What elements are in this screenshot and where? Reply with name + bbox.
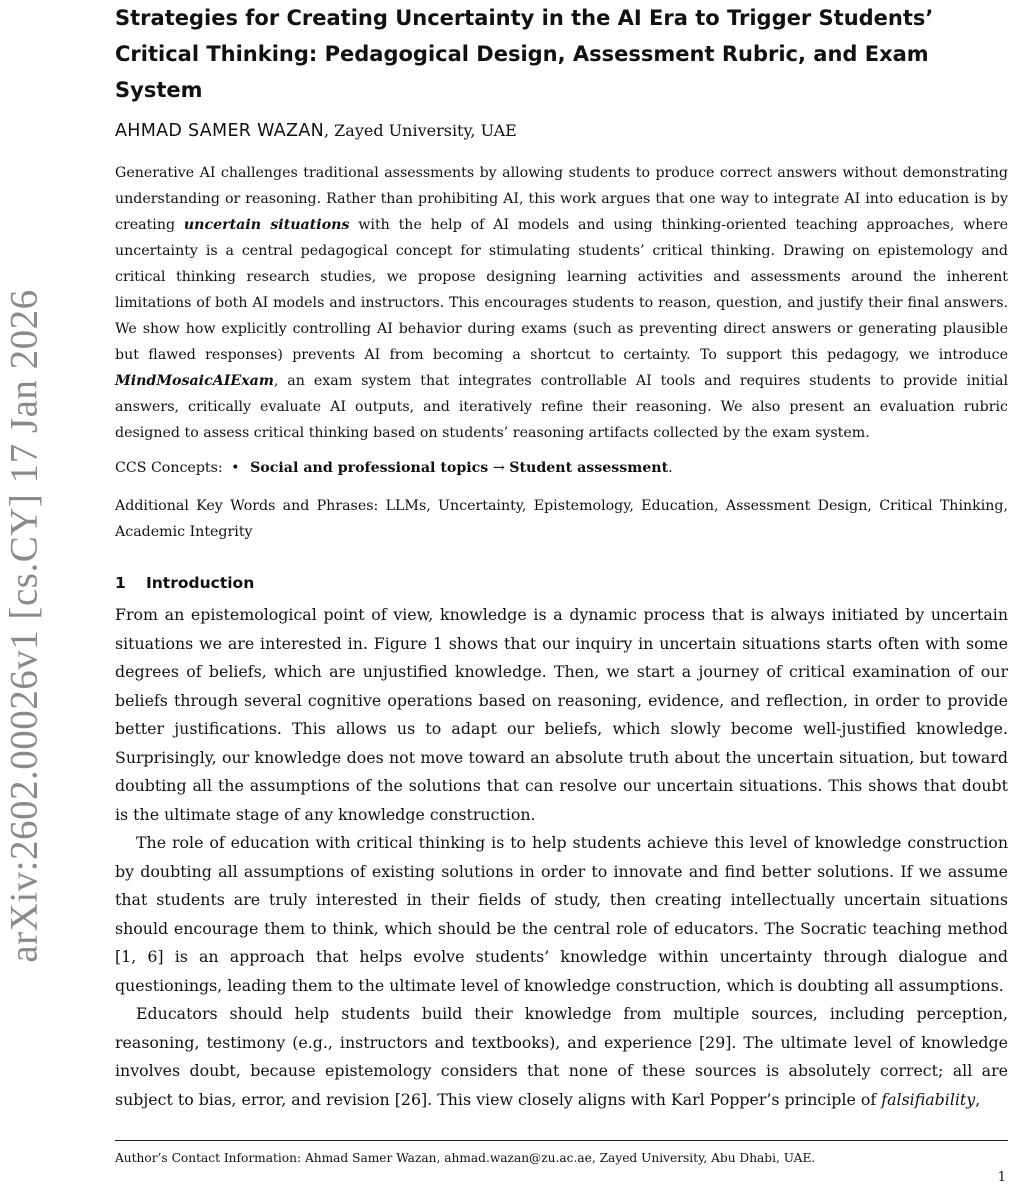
abstract-emphasis-uncertain-situations: uncertain situations (183, 217, 350, 233)
intro-paragraph-3 (115, 1000, 1008, 1114)
ccs-arrow: → (492, 460, 505, 476)
page-number: 1 (997, 1170, 1006, 1185)
author-contact-footnote: Author’s Contact Information: Ahmad Samer Wazan, ahmad.wazan@zu.ac.ae, Zayed University, Abu Dhabi, UAE. (115, 1151, 816, 1165)
arxiv-identifier-stamp (0, 0, 50, 1188)
abstract (115, 160, 1008, 446)
abstract-text-3: , an exam system that integrates controllable AI tools and requires students to provide initial answers, critically evaluate AI outputs, and iteratively refine their reasoning. We also present an evaluation rubric designed to assess critical thinking based on students’ reasoning artifacts collected by the exam system. (115, 373, 1008, 441)
intro-paragraph-1: From an epistemological point of view, knowledge is a dynamic process that is always initiated by uncertain situations we are interested in. Figure 1 shows that our inquiry in uncertain situations starts often with some degrees of beliefs, which are unjustified knowledge. Then, we start a journey of critical examination of our beliefs through several cognitive operations based on reasoning, evidence, and reflection, in order to provide better justifications. This allows us to adapt our beliefs, which slowly become well-justified knowledge. Surprisingly, our knowledge does not move toward an absolute truth about the uncertain situation, but toward doubting all the assumptions of the solutions that can resolve our uncertain situations. This shows that doubt is the ultimate stage of any knowledge construction. (115, 605, 1008, 824)
footnote-divider (115, 1140, 1008, 1141)
intro-paragraph-3-text: Educators should help students build their knowledge from multiple sources, including perception, reasoning, testimony (e.g., instructors and textbooks), and experience [29]. The ultimate level of knowledge involves doubt, because epistemology considers that none of these sources is absolutely correct; all are subject to bias, error, and revision [26]. This view closely aligns with Karl Popper’s principle of (115, 1004, 1008, 1109)
paper-title: Strategies for Creating Uncertainty in the AI Era to Trigger Students’ Critical Thinking: Pedagogical Design, Assessment Rubric, and Exam System (115, 6, 934, 102)
keywords: Additional Key Words and Phrases: LLMs, Uncertainty, Epistemology, Education, Assessment Design, Critical Thinking, Academic Integrity (115, 498, 1008, 540)
abstract-emphasis-system-name: MindMosaicAIExam (115, 373, 274, 389)
ccs-concepts (115, 457, 1008, 479)
author-name: AHMAD SAMER WAZAN (115, 121, 324, 141)
ccs-concept: Social and professional topics (250, 460, 489, 476)
paper-page (115, 0, 1008, 1185)
abstract-text-2: with the help of AI models and using thinking-oriented teaching approaches, where uncertainty is a central pedagogical concept for stimulating students’ critical thinking. Drawing on epistemology and critical thinking research studies, we propose designing learning activities and assessments around the inherent limitations of both AI models and instructors. This encourages students to reason, question, and justify their final answers. We show how explicitly controlling AI behavior during exams (such as preventing direct answers or generating plausible but flawed responses) prevents AI from becoming a shortcut to certainty. To support this pedagogy, we introduce (115, 217, 1008, 363)
ccs-end: . (668, 460, 673, 476)
ccs-label: CCS Concepts: (115, 460, 228, 476)
ccs-subconcept: Student assessment (509, 460, 669, 476)
section-heading-introduction (115, 571, 1008, 595)
arxiv-stamp-text: arXiv:2602.00026v1 [cs.CY] 17 Jan 2026 (2, 289, 46, 963)
intro-paragraph-2: The role of education with critical thinking is to help students achieve this level of knowledge construction by doubting all assumptions of existing solutions in order to innovate and find better solutions. If we assume that students are truly interested in their fields of study, then creating intellectually uncertain situations should encourage them to think, which should be the central role of educators. The Socratic teaching method [1, 6] is an approach that helps evolve students’ knowledge within uncertainty through dialogue and questionings, leading them to the ultimate level of knowledge construction, which is doubting all assumptions. (115, 833, 1008, 995)
ccs-bullet: • (231, 460, 240, 476)
author-line (115, 120, 1008, 142)
falsifiability-term: falsifiability (881, 1089, 976, 1109)
section-title: Introduction (146, 574, 255, 592)
author-affiliation: , Zayed University, UAE (324, 121, 517, 140)
abstract-text-1: Generative AI challenges traditional assessments by allowing students to produce correct answers without demonstrating understanding or reasoning. Rather than prohibiting AI, this work argues that one way to integrate AI into education is by creating (115, 165, 1008, 233)
intro-paragraph-3-end: , (975, 1089, 981, 1109)
section-number: 1 (115, 574, 126, 592)
